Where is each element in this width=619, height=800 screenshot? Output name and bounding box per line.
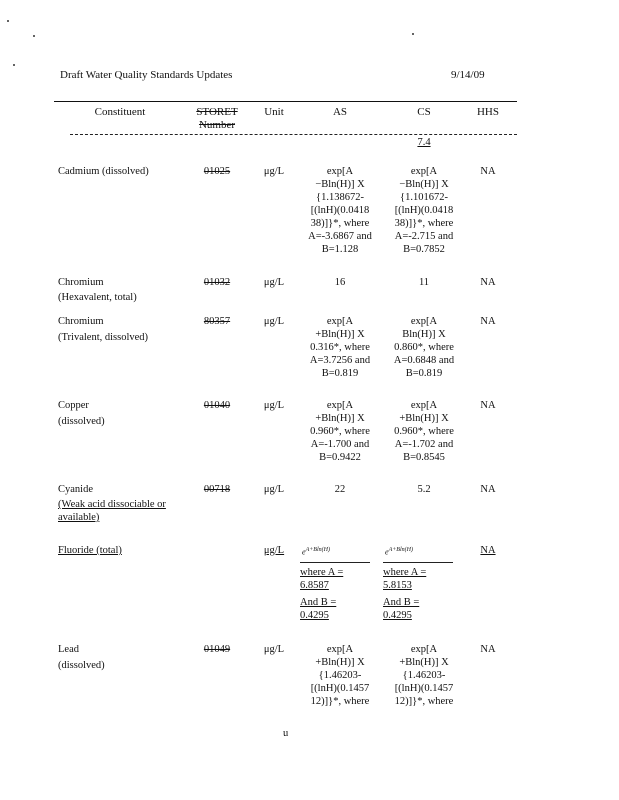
col-header-unit: Unit: [264, 106, 284, 118]
row-hhs-value: NA: [480, 644, 496, 655]
row-storet: 01040: [203, 400, 231, 411]
scan-speck: [412, 33, 414, 35]
col-header-hhs: HHS: [476, 106, 499, 118]
document-date: 9/14/09: [451, 69, 485, 81]
col-header-constituent: Constituent: [94, 106, 146, 118]
row-cs-value: 5.2: [417, 484, 431, 495]
row-constituent: Chromium (Trivalent, dissolved): [58, 316, 149, 343]
carryover-cs-value: 7.4: [417, 137, 431, 148]
row-constituent: Copper (dissolved): [58, 400, 105, 427]
scan-speck: [7, 20, 9, 22]
row-storet: 00718: [203, 484, 231, 495]
row-constituent: Fluoride (total): [58, 545, 122, 556]
row-cs-value: 11: [418, 277, 430, 288]
row-hhs-value: NA: [480, 166, 496, 177]
row-storet: 80357: [203, 316, 231, 327]
row-constituent: Cyanide (Weak acid dissociable or available): [58, 484, 166, 523]
scan-speck: [33, 35, 35, 37]
document-title: Draft Water Quality Standards Updates: [60, 69, 233, 81]
row-hhs-value: NA: [480, 484, 496, 495]
col-header-storet-line2: Number: [198, 119, 236, 131]
row-hhs-value: NA: [480, 545, 496, 556]
row-hhs-value: NA: [480, 400, 496, 411]
row-cs-value: exp[A −Bln(H)] X {1.101672- [(lnH)(0.0418 38)]}*, where A=-2.715 and B=0.7852: [394, 166, 454, 255]
row-unit: μg/L: [263, 166, 285, 177]
row-as-value: $e^{A+Bln(H)}$ where A = 6.8587 And B = 0.4295: [300, 544, 380, 622]
row-cs-value: $e^{A+Bln(H)}$ where A = 5.8153 And B = 0.4295: [383, 544, 463, 622]
table-header-rule: [70, 134, 517, 135]
row-as-value: exp[A +Bln(H)] X 0.316*, where A=3.7256 and B=0.819: [309, 316, 371, 379]
formula-exponential: $e^{A+Bln(H)}$: [302, 547, 330, 557]
row-unit: μg/L: [263, 277, 285, 288]
row-hhs-value: NA: [480, 316, 496, 327]
row-cs-value: exp[A +Bln(H)] X 0.960*, where A=-1.702 and B=0.8545: [394, 400, 454, 463]
row-storet: 01049: [203, 644, 231, 655]
row-constituent: Cadmium (dissolved): [58, 166, 149, 177]
row-hhs-value: NA: [480, 277, 496, 288]
row-storet: 01032: [203, 277, 231, 288]
row-cs-value: exp[A Bln(H)] X 0.860*, where A=0.6848 and B=0.819: [393, 316, 455, 379]
col-header-as: AS: [332, 106, 348, 118]
col-header-cs: CS: [417, 106, 431, 118]
row-cs-value: exp[A +Bln(H)] X {1.46203- [(lnH)(0.1457 12)]}*, where: [394, 644, 454, 707]
row-as-value: 16: [334, 277, 346, 288]
row-as-value: exp[A +Bln(H)] X 0.960*, where A=-1.700 and B=0.9422: [310, 400, 370, 463]
row-constituent: Lead (dissolved): [58, 644, 105, 671]
row-storet: 01025: [203, 166, 231, 177]
row-as-value: exp[A −Bln(H)] X {1.138672- [(lnH)(0.0418 38)]}*, where A=-3.6867 and B=1.128: [308, 166, 372, 255]
table-top-rule: [54, 101, 517, 102]
row-unit: μg/L: [263, 545, 285, 556]
row-as-value: exp[A +Bln(H)] X {1.46203- [(lnH)(0.1457 12)]}*, where: [310, 644, 370, 707]
row-constituent: Chromium (Hexavalent, total): [58, 277, 137, 303]
row-unit: μg/L: [263, 316, 285, 327]
row-as-value: 22: [334, 484, 346, 495]
page-number: u: [283, 728, 289, 739]
scan-speck: [13, 64, 15, 66]
col-header-storet: STORET: [196, 106, 238, 118]
formula-exponential: $e^{A+Bln(H)}$: [385, 547, 413, 557]
row-unit: μg/L: [263, 400, 285, 411]
row-unit: μg/L: [263, 644, 285, 655]
row-unit: μg/L: [263, 484, 285, 495]
